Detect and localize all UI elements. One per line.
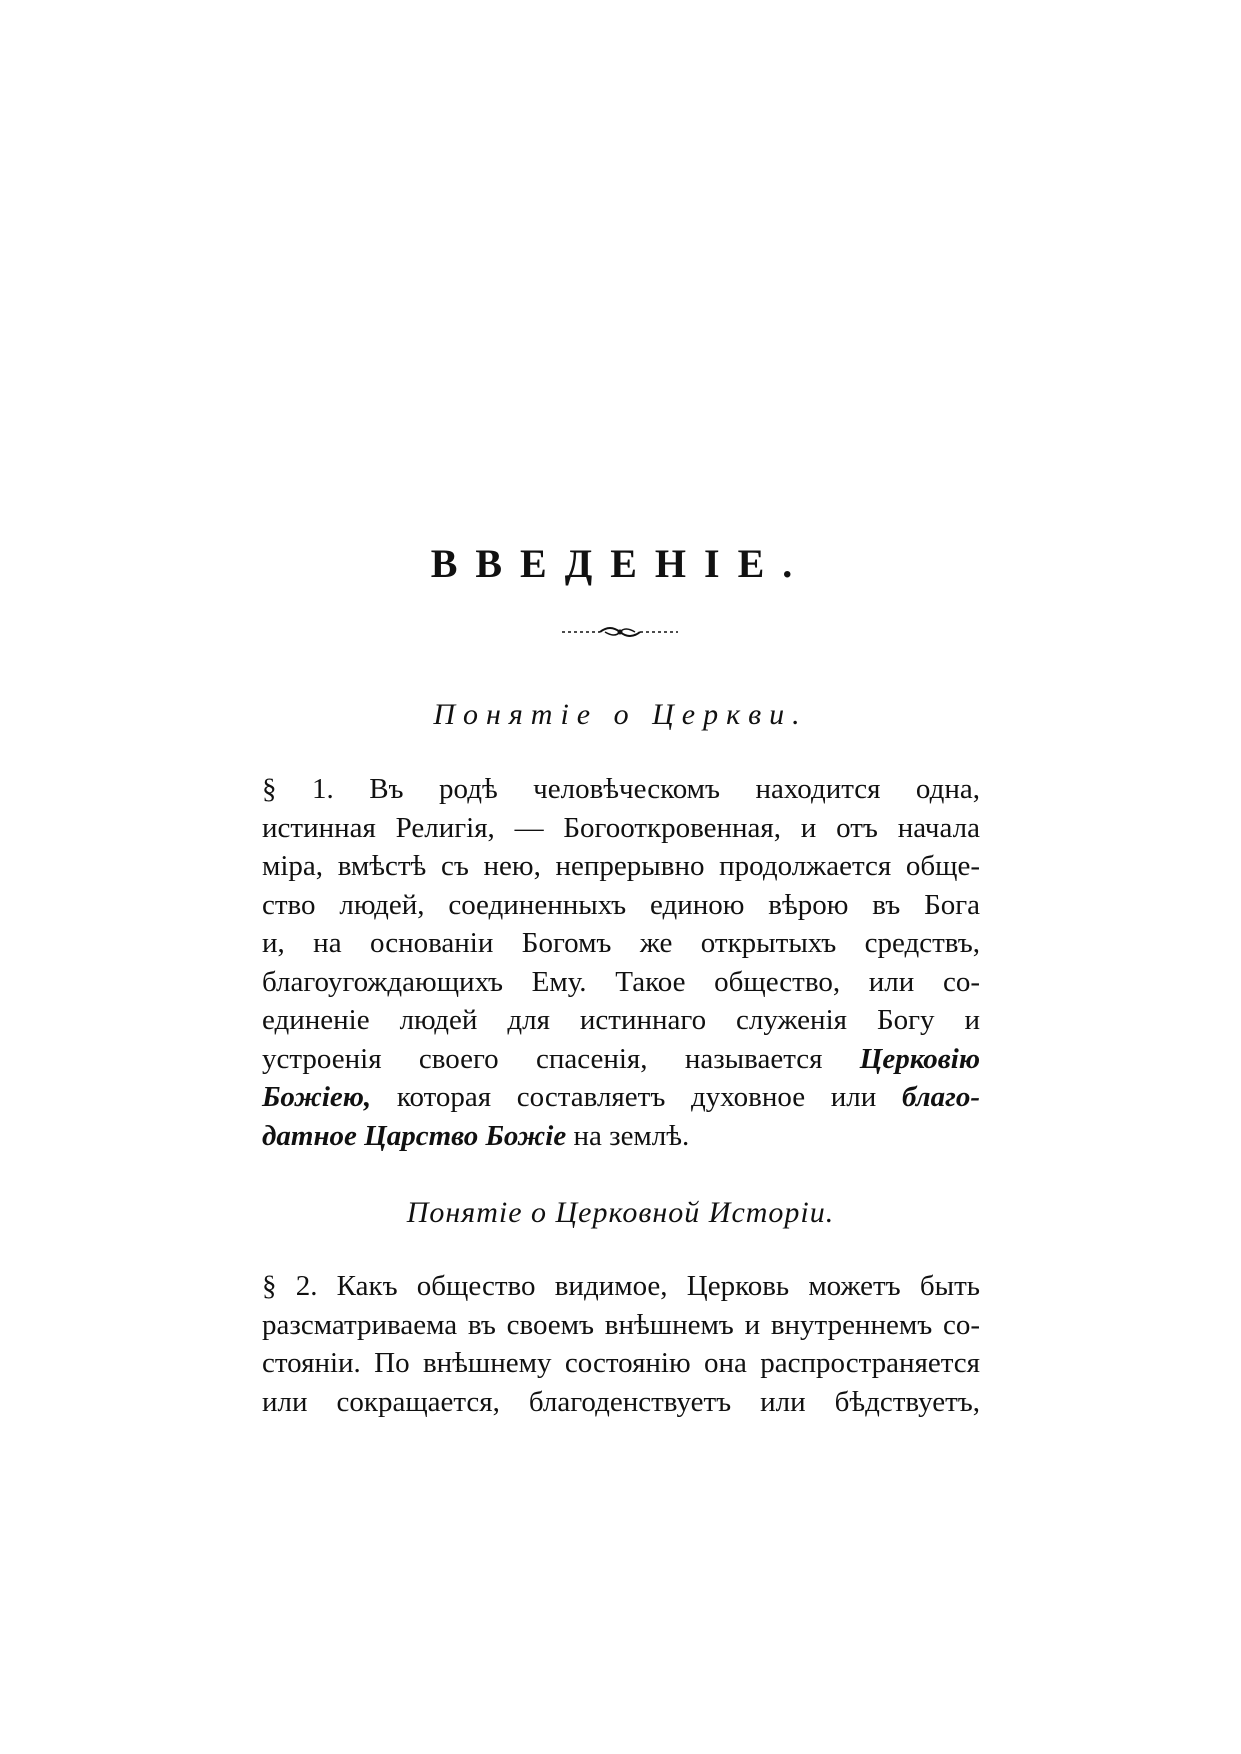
section-heading-church-history: Понятіе о Церковной Исторіи.: [406, 1196, 835, 1229]
decorative-flourish-icon: [560, 622, 680, 642]
text-line: или сокращается, благоденствуетъ или бѣдствуетъ,: [262, 1385, 980, 1418]
section-heading-church: Понятіе о Церкви.: [433, 698, 808, 731]
text-run: единеніе людей для истиннаго служенія Богу и: [262, 1004, 980, 1036]
text-run: ство людей, соединенныхъ единою вѣрою въ Бога: [262, 888, 980, 921]
text-run: которая составляетъ духовное или: [371, 1081, 902, 1113]
text-line: [262, 924, 980, 963]
emphasized-term: Церковію: [859, 1042, 980, 1075]
text-run: истинная Религія, — Богооткровенная, и отъ начала: [262, 811, 980, 844]
paragraph-2: [262, 1267, 980, 1421]
text-line: стояніи. По внѣшнему состоянію она распространяется: [262, 1347, 980, 1379]
emphasized-term: Божіею,: [262, 1081, 372, 1113]
text-line: [262, 847, 980, 886]
text-run: на землѣ.: [566, 1119, 690, 1152]
text-run: благоугождающихъ Ему. Такое общество, или со-: [262, 965, 980, 998]
paragraph-1: [262, 770, 980, 1155]
text-line: [262, 809, 980, 848]
text-run: устроенія своего спасенія, называется: [262, 1042, 860, 1075]
text-line: [262, 963, 980, 1002]
page-title: ВВЕДЕНІЕ.: [430, 541, 811, 586]
text-line: [262, 1001, 980, 1040]
emphasized-term: благо-: [902, 1081, 980, 1113]
text-run: міра, вмѣстѣ съ нею, непрерывно продолжается обще-: [262, 850, 980, 882]
text-run: и, на основаніи Богомъ же открытыхъ средствъ,: [262, 927, 980, 959]
text-line: [262, 1117, 980, 1156]
text-run: § 1. Въ родѣ человѣческомъ находится одна,: [262, 773, 980, 805]
text-line: [262, 770, 980, 809]
text-line: разсматриваема въ своемъ внѣшнемъ и внутреннемъ со-: [262, 1308, 980, 1341]
text-line: § 2. Какъ общество видимое, Церковь можетъ быть: [262, 1270, 980, 1302]
text-line: [262, 1040, 980, 1079]
text-line: [262, 1078, 980, 1117]
text-line: [262, 886, 980, 925]
emphasized-term: датное Царство Божіе: [262, 1119, 567, 1152]
